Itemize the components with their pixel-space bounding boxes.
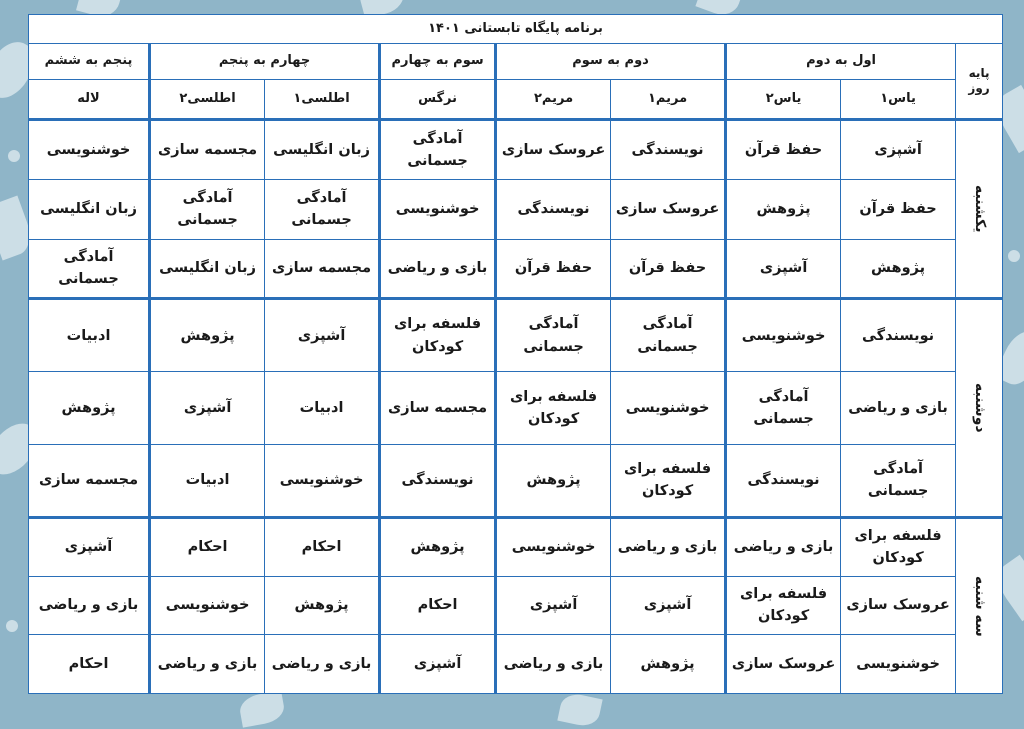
activity-cell: خوشنویسی bbox=[150, 576, 265, 635]
schedule-row bbox=[29, 576, 1003, 635]
activity-cell: فلسفه برای کودکان bbox=[380, 299, 496, 372]
day-label: یکشنبه bbox=[971, 185, 988, 234]
activity-cell: پژوهش bbox=[841, 239, 956, 299]
activity-cell: خوشنویسی bbox=[29, 120, 150, 180]
class-header: مریم۱ bbox=[611, 79, 726, 119]
activity-cell: خوشنویسی bbox=[841, 635, 956, 694]
activity-cell: حفظ قرآن bbox=[726, 120, 841, 180]
schedule-row bbox=[29, 120, 1003, 180]
schedule-row bbox=[29, 299, 1003, 372]
activity-cell: نویسندگی bbox=[611, 120, 726, 180]
activity-cell: بازی و ریاضی bbox=[150, 635, 265, 694]
activity-cell: آشپزی bbox=[496, 576, 611, 635]
activity-cell: عروسک سازی bbox=[841, 576, 956, 635]
class-header: یاس۲ bbox=[726, 79, 841, 119]
activity-cell: عروسک سازی bbox=[496, 120, 611, 180]
activity-cell: بازی و ریاضی bbox=[726, 517, 841, 576]
activity-cell: خوشنویسی bbox=[265, 445, 380, 518]
activity-cell: آمادگی جسمانی bbox=[29, 239, 150, 299]
class-header: لاله bbox=[29, 79, 150, 119]
activity-cell: نویسندگی bbox=[380, 445, 496, 518]
activity-cell: بازی و ریاضی bbox=[265, 635, 380, 694]
schedule-row bbox=[29, 635, 1003, 694]
background-dot bbox=[6, 620, 18, 632]
background-dot bbox=[1008, 250, 1020, 262]
activity-cell: حفظ قرآن bbox=[841, 179, 956, 239]
activity-cell: پژوهش bbox=[29, 372, 150, 445]
activity-cell: خوشنویسی bbox=[380, 179, 496, 239]
activity-cell: پژوهش bbox=[380, 517, 496, 576]
activity-cell: آمادگی جسمانی bbox=[380, 120, 496, 180]
day-cell bbox=[956, 517, 1003, 693]
activity-cell: آمادگی جسمانی bbox=[611, 299, 726, 372]
activity-cell: آمادگی جسمانی bbox=[726, 372, 841, 445]
activity-cell: ادبیات bbox=[29, 299, 150, 372]
corner-grade-label: پایه bbox=[968, 65, 990, 80]
activity-cell: نویسندگی bbox=[841, 299, 956, 372]
activity-cell: آمادگی جسمانی bbox=[496, 299, 611, 372]
activity-cell: پژوهش bbox=[265, 576, 380, 635]
activity-cell: نویسندگی bbox=[496, 179, 611, 239]
activity-cell: پژوهش bbox=[726, 179, 841, 239]
page-title: برنامه پایگاه تابستانی ۱۴۰۱ bbox=[29, 15, 1003, 44]
grade-header: پنجم به ششم bbox=[29, 44, 150, 79]
activity-cell: ادبیات bbox=[150, 445, 265, 518]
background-dot bbox=[8, 150, 20, 162]
schedule-table bbox=[28, 14, 1003, 694]
class-header: مریم۲ bbox=[496, 79, 611, 119]
grade-header: اول به دوم bbox=[726, 44, 956, 79]
class-header: اطلسی۱ bbox=[265, 79, 380, 119]
activity-cell: زبان انگلیسی bbox=[265, 120, 380, 180]
activity-cell: احکام bbox=[150, 517, 265, 576]
activity-cell: زبان انگلیسی bbox=[29, 179, 150, 239]
activity-cell: خوشنویسی bbox=[726, 299, 841, 372]
activity-cell: مجسمه سازی bbox=[380, 372, 496, 445]
activity-cell: مجسمه سازی bbox=[265, 239, 380, 299]
activity-cell: احکام bbox=[380, 576, 496, 635]
activity-cell: فلسفه برای کودکان bbox=[611, 445, 726, 518]
background-leaf bbox=[557, 691, 602, 729]
activity-cell: آمادگی جسمانی bbox=[150, 179, 265, 239]
corner-day-label: روز bbox=[968, 81, 990, 96]
class-header: اطلسی۲ bbox=[150, 79, 265, 119]
activity-cell: آشپزی bbox=[611, 576, 726, 635]
schedule-row bbox=[29, 239, 1003, 299]
background-leaf bbox=[238, 690, 287, 727]
activity-cell: آمادگی جسمانی bbox=[265, 179, 380, 239]
activity-cell: بازی و ریاضی bbox=[611, 517, 726, 576]
day-label: سه شنبه bbox=[971, 575, 988, 637]
schedule-row bbox=[29, 179, 1003, 239]
schedule-sheet bbox=[28, 14, 1002, 694]
activity-cell: آشپزی bbox=[726, 239, 841, 299]
activity-cell: عروسک سازی bbox=[726, 635, 841, 694]
schedule-row bbox=[29, 517, 1003, 576]
activity-cell: نویسندگی bbox=[726, 445, 841, 518]
day-cell bbox=[956, 299, 1003, 518]
activity-cell: بازی و ریاضی bbox=[841, 372, 956, 445]
activity-cell: فلسفه برای کودکان bbox=[726, 576, 841, 635]
activity-cell: پژوهش bbox=[611, 635, 726, 694]
activity-cell: مجسمه سازی bbox=[150, 120, 265, 180]
activity-cell: پژوهش bbox=[496, 445, 611, 518]
schedule-row bbox=[29, 445, 1003, 518]
activity-cell: آشپزی bbox=[265, 299, 380, 372]
activity-cell: خوشنویسی bbox=[496, 517, 611, 576]
activity-cell: آمادگی جسمانی bbox=[841, 445, 956, 518]
activity-cell: احکام bbox=[265, 517, 380, 576]
day-label: دوشنبه bbox=[971, 383, 988, 433]
activity-cell: آشپزی bbox=[841, 120, 956, 180]
activity-cell: ادبیات bbox=[265, 372, 380, 445]
activity-cell: آشپزی bbox=[29, 517, 150, 576]
corner-cell bbox=[956, 44, 1003, 120]
activity-cell: احکام bbox=[29, 635, 150, 694]
activity-cell: بازی و ریاضی bbox=[496, 635, 611, 694]
activity-cell: بازی و ریاضی bbox=[29, 576, 150, 635]
class-header: یاس۱ bbox=[841, 79, 956, 119]
activity-cell: فلسفه برای کودکان bbox=[841, 517, 956, 576]
grade-header: دوم به سوم bbox=[496, 44, 726, 79]
activity-cell: مجسمه سازی bbox=[29, 445, 150, 518]
grade-header: سوم به چهارم bbox=[380, 44, 496, 79]
class-header: نرگس bbox=[380, 79, 496, 119]
activity-cell: زبان انگلیسی bbox=[150, 239, 265, 299]
activity-cell: خوشنویسی bbox=[611, 372, 726, 445]
schedule-row bbox=[29, 372, 1003, 445]
activity-cell: حفظ قرآن bbox=[496, 239, 611, 299]
activity-cell: پژوهش bbox=[150, 299, 265, 372]
activity-cell: آشپزی bbox=[150, 372, 265, 445]
activity-cell: عروسک سازی bbox=[611, 179, 726, 239]
activity-cell: آشپزی bbox=[380, 635, 496, 694]
day-cell bbox=[956, 120, 1003, 299]
activity-cell: حفظ قرآن bbox=[611, 239, 726, 299]
activity-cell: بازی و ریاضی bbox=[380, 239, 496, 299]
activity-cell: فلسفه برای کودکان bbox=[496, 372, 611, 445]
grade-header: چهارم به پنجم bbox=[150, 44, 380, 79]
